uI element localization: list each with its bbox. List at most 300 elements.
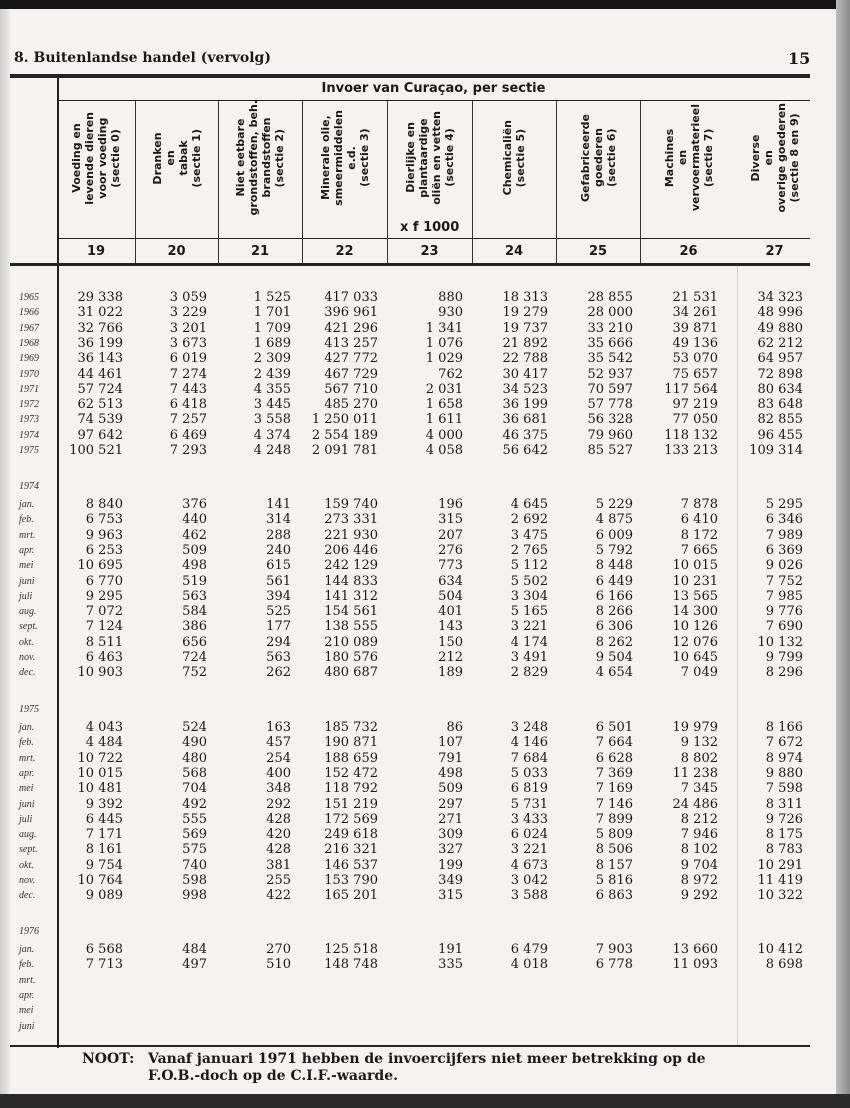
table-cell: 7 443	[169, 381, 207, 397]
table-cell: 704	[182, 781, 207, 797]
table-cell: 80 634	[757, 381, 803, 397]
table-cell: 467 729	[324, 366, 378, 382]
table-cell: 75 657	[672, 366, 718, 382]
table-cell: 8 698	[765, 957, 803, 973]
table-cell: 8 161	[85, 842, 123, 858]
table-cell: 1 701	[253, 305, 291, 321]
table-cell: 2 554 189	[311, 427, 378, 443]
column-header-line: goederen	[591, 128, 605, 188]
column-divider	[387, 101, 388, 263]
row-label: juli	[19, 813, 33, 825]
table-cell: 2 692	[510, 512, 548, 528]
table-cell: 598	[182, 873, 207, 888]
table-cell: 3 229	[169, 305, 207, 321]
table-cell: 335	[438, 957, 463, 973]
table-cell: 7 369	[595, 765, 633, 781]
row-label: 1966	[19, 307, 39, 319]
column-header-label	[404, 111, 456, 205]
table-cell: 242 129	[324, 558, 378, 574]
table-cell: 485 270	[324, 397, 378, 413]
table-cell: 4 043	[85, 720, 123, 735]
column-divider	[135, 101, 136, 263]
table-cell: 3 588	[510, 888, 548, 904]
table-cell: 9 392	[85, 796, 123, 812]
table-cell: 185 732	[324, 720, 378, 735]
column-number: 20	[167, 244, 186, 259]
table-cell: 240	[266, 542, 291, 558]
table-cell: 7 713	[85, 957, 123, 973]
table-cell: 6 770	[85, 573, 123, 589]
table-cell: 3 491	[510, 650, 548, 665]
table-cell: 6 753	[85, 512, 123, 528]
table-cell: 7 684	[510, 750, 548, 766]
table-cell: 10 322	[757, 888, 803, 904]
table-cell: 5 165	[510, 604, 548, 620]
table-cell: 64 957	[757, 351, 803, 367]
table-cell: 413 257	[324, 335, 378, 351]
table-cell: 3 475	[510, 527, 548, 543]
column-divider	[218, 101, 219, 263]
table-cell: 141 312	[324, 588, 378, 604]
table-cell: 138 555	[324, 619, 378, 635]
table-cell: 5 816	[595, 873, 633, 888]
table-cell: 12 076	[672, 634, 718, 650]
table-cell: 36 199	[502, 397, 548, 413]
column-divider	[472, 101, 473, 263]
table-cell: 6 449	[595, 573, 633, 589]
row-label: okt.	[19, 859, 34, 871]
table-cell: 5 809	[595, 827, 633, 843]
table-cell: 8 802	[680, 750, 718, 766]
table-cell: 273 331	[324, 512, 378, 528]
table-cell: 1 076	[425, 335, 463, 351]
table-cell: 9 132	[680, 735, 718, 751]
column-header-line: Dierlijke en	[403, 122, 417, 194]
table-cell: 567 710	[324, 381, 378, 397]
table-cell: 199	[438, 857, 463, 873]
row-label: 1969	[19, 353, 39, 365]
table-cell: 180 576	[324, 650, 378, 665]
table-cell: 8 506	[595, 842, 633, 858]
table-cell: 56 328	[587, 412, 633, 428]
table-cell: 9 776	[765, 604, 803, 620]
table-cell: 480	[182, 750, 207, 766]
table-cell: 52 937	[587, 366, 633, 382]
table-cell: 498	[182, 558, 207, 574]
table-cell: 2 439	[253, 366, 291, 382]
table-cell: 4 248	[253, 443, 291, 458]
header-bottom-rule	[10, 263, 810, 266]
table-cell: 5 295	[765, 497, 803, 512]
table-cell: 421 296	[324, 320, 378, 336]
table-cell: 525	[266, 604, 291, 620]
table-cell: 79 960	[587, 427, 633, 443]
table-cell: 9 292	[680, 888, 718, 904]
table-cell: 57 778	[587, 397, 633, 413]
table-cell: 33 210	[587, 320, 633, 336]
table-cell: 1 525	[253, 290, 291, 305]
table-cell: 10 126	[672, 619, 718, 635]
table-cell: 6 019	[169, 351, 207, 367]
table-cell: 11 238	[672, 765, 718, 781]
table-cell: 44 461	[77, 366, 123, 382]
table-cell: 97 642	[77, 427, 123, 443]
table-cell: 172 569	[324, 811, 378, 827]
table-cell: 151 219	[324, 796, 378, 812]
table-cell: 297	[438, 796, 463, 812]
table-cell: 4 174	[510, 634, 548, 650]
column-header	[135, 102, 218, 214]
table-cell: 62 212	[757, 335, 803, 351]
table-cell: 9 754	[85, 857, 123, 873]
table-cell: 4 355	[253, 381, 291, 397]
column-header-label	[749, 103, 801, 213]
table-cell: 163	[266, 720, 291, 735]
table-cell: 8 262	[595, 634, 633, 650]
table-cell: 9 026	[765, 558, 803, 574]
table-cell: 148 748	[324, 957, 378, 973]
table-cell: 440	[182, 512, 207, 528]
column-header-line: (sectie 5)	[514, 128, 527, 188]
table-cell: 428	[266, 842, 291, 858]
table-cell: 292	[266, 796, 291, 812]
table-cell: 5 731	[510, 796, 548, 812]
column-header-line: (sectie 0)	[109, 128, 122, 188]
column-header-line: Machines	[662, 128, 676, 188]
table-cell: 212	[438, 650, 463, 665]
column-header-line: (sectie 6)	[604, 128, 618, 188]
table-cell: 9 089	[85, 888, 123, 904]
table-cell: 8 840	[85, 497, 123, 512]
table-cell: 315	[438, 512, 463, 528]
table-cell: 8 511	[85, 634, 123, 650]
table-cell: 6 418	[169, 397, 207, 413]
group-year-label: 1974	[19, 481, 39, 492]
divider	[57, 238, 810, 239]
table-bottom-rule	[10, 1045, 810, 1047]
table-cell: 11 419	[757, 873, 803, 888]
table-cell: 276	[438, 542, 463, 558]
column-number: 23	[420, 244, 439, 259]
column-header-line: Dranken	[150, 131, 164, 185]
column-divider	[640, 101, 641, 263]
table-cell: 49 136	[672, 335, 718, 351]
column-header	[218, 102, 302, 214]
table-cell: 3 433	[510, 811, 548, 827]
table-cell: 13 565	[672, 588, 718, 604]
column-header-line: Niet eetbare	[234, 119, 247, 197]
table-cell: 524	[182, 720, 207, 735]
column-header-line: grondstoffen, beh.	[247, 100, 260, 216]
table-cell: 480 687	[324, 665, 378, 681]
column-number: 25	[588, 244, 608, 259]
table-cell: 3 042	[510, 873, 548, 888]
table-cell: 7 899	[595, 811, 633, 827]
table-cell: 7 146	[595, 796, 633, 812]
table-cell: 8 974	[765, 750, 803, 766]
column-divider	[302, 101, 303, 263]
table-cell: 6 410	[680, 512, 718, 528]
table-cell: 6 306	[595, 619, 633, 635]
row-label: 1970	[19, 368, 39, 380]
table-cell: 5 033	[510, 765, 548, 781]
table-cell: 35 666	[587, 335, 633, 351]
table-cell: 6 166	[595, 588, 633, 604]
table-cell: 4 673	[510, 857, 548, 873]
table-cell: 634	[438, 573, 463, 589]
row-label: 1968	[19, 337, 39, 349]
table-cell: 880	[438, 290, 463, 305]
table-cell: 249 618	[324, 827, 378, 843]
table-cell: 13 660	[672, 942, 718, 957]
column-header	[302, 102, 387, 214]
column-header	[57, 102, 135, 214]
table-cell: 1 250 011	[311, 412, 378, 428]
table-cell: 492	[182, 796, 207, 812]
column-header-line: Chemicaliën	[501, 120, 514, 196]
table-cell: 8 972	[680, 873, 718, 888]
table-cell: 14 300	[672, 604, 718, 620]
table-cell: 490	[182, 735, 207, 751]
table-cell: 46 375	[502, 427, 548, 443]
table-cell: 1 611	[425, 412, 463, 428]
table-cell: 6 024	[510, 827, 548, 843]
column-header-label	[663, 104, 715, 211]
table-cell: 100 521	[69, 443, 123, 458]
table-cell: 36 681	[502, 412, 548, 428]
row-label: jan.	[19, 499, 35, 510]
table-cell: 70 597	[587, 381, 633, 397]
table-cell: 9 963	[85, 527, 123, 543]
table-cell: 10 903	[77, 665, 123, 681]
table-cell: 6 445	[85, 811, 123, 827]
row-label: apr.	[19, 767, 35, 779]
table-cell: 4 484	[85, 735, 123, 751]
divider	[57, 100, 810, 101]
column-header-line: en	[675, 150, 689, 166]
table-cell: 9 799	[765, 650, 803, 665]
table-cell: 462	[182, 527, 207, 543]
row-label: sept.	[19, 621, 38, 633]
table-cell: 315	[438, 888, 463, 904]
table-cell: 24 486	[672, 796, 718, 812]
column-header-line: (sectie 8 en 9)	[787, 113, 801, 203]
table-cell: 154 561	[324, 604, 378, 620]
table-cell: 8 175	[765, 827, 803, 843]
column-header	[472, 102, 556, 214]
column-header	[640, 102, 737, 214]
table-cell: 314	[266, 512, 291, 528]
table-cell: 28 855	[587, 290, 633, 305]
table-cell: 7 665	[680, 542, 718, 558]
table-cell: 1 029	[425, 351, 463, 367]
table-cell: 7 878	[680, 497, 718, 512]
column-header-line: Diverse	[748, 134, 762, 182]
table-cell: 3 201	[169, 320, 207, 336]
column-number: 19	[86, 244, 106, 259]
table-cell: 83 648	[757, 397, 803, 413]
table-cell: 10 412	[757, 942, 803, 957]
table-cell: 8 166	[765, 720, 803, 735]
page-number: 15	[788, 49, 811, 68]
table-cell: 428	[266, 811, 291, 827]
table-cell: 509	[438, 781, 463, 797]
row-label: feb.	[19, 514, 34, 526]
table-cell: 10 645	[672, 650, 718, 665]
table-cell: 457	[266, 735, 291, 751]
table-cell: 1 658	[425, 397, 463, 413]
table-cell: 7 598	[765, 781, 803, 797]
table-cell: 561	[266, 573, 291, 589]
footnote-line-1: Vanaf januari 1971 hebben de invoercijfers niet meer betrekking op de	[148, 1051, 706, 1067]
table-cell: 10 695	[77, 558, 123, 574]
table-cell: 4 654	[595, 665, 633, 681]
row-label: juli	[19, 590, 33, 602]
table-cell: 53 070	[672, 351, 718, 367]
table-cell: 498	[438, 765, 463, 781]
table-cell: 2 765	[510, 542, 548, 558]
table-cell: 348	[266, 781, 291, 797]
table-title: Invoer van Curaçao, per sectie	[321, 81, 546, 96]
table-cell: 401	[438, 604, 463, 620]
table-cell: 563	[182, 588, 207, 604]
table-cell: 724	[182, 650, 207, 665]
column-number: 26	[679, 244, 698, 259]
column-header-label	[319, 110, 371, 206]
table-cell: 10 764	[77, 873, 123, 888]
table-cell: 11 093	[672, 957, 718, 973]
table-cell: 8 212	[680, 811, 718, 827]
table-cell: 96 455	[757, 427, 803, 443]
column-header	[737, 102, 812, 214]
table-cell: 77 050	[672, 412, 718, 428]
scan-bottom-edge	[0, 1094, 850, 1108]
row-label: dec.	[19, 890, 36, 902]
table-cell: 191	[438, 942, 463, 957]
table-cell: 504	[438, 588, 463, 604]
table-cell: 34 323	[757, 290, 803, 305]
column-header-label	[234, 100, 286, 215]
table-cell: 153 790	[324, 873, 378, 888]
table-cell: 386	[182, 619, 207, 635]
table-cell: 400	[266, 765, 291, 781]
table-cell: 8 296	[765, 665, 803, 681]
row-label: mei	[19, 560, 34, 572]
column-header-label	[501, 120, 527, 195]
column-number: 24	[504, 244, 524, 259]
row-label: nov.	[19, 652, 36, 663]
row-label: juni	[19, 1020, 35, 1032]
book-spine-edge	[836, 0, 850, 1108]
footnote-line-2: F.O.B.-doch op de C.I.F.-waarde.	[148, 1068, 398, 1084]
table-cell: 484	[182, 942, 207, 957]
table-cell: 10 132	[757, 634, 803, 650]
table-cell: 6 253	[85, 542, 123, 558]
table-cell: 327	[438, 842, 463, 858]
table-cell: 34 523	[502, 381, 548, 397]
table-cell: 9 880	[765, 765, 803, 781]
table-cell: 6 346	[765, 512, 803, 528]
table-cell: 36 143	[77, 351, 123, 367]
table-cell: 4 018	[510, 957, 548, 973]
table-cell: 210 089	[324, 634, 378, 650]
table-cell: 36 199	[77, 335, 123, 351]
table-cell: 141	[266, 497, 291, 512]
table-cell: 35 542	[587, 351, 633, 367]
table-cell: 7 072	[85, 604, 123, 620]
table-cell: 19 737	[502, 320, 548, 336]
column-header-line: oliën en vetten	[429, 111, 443, 205]
table-cell: 3 445	[253, 397, 291, 413]
table-cell: 133 213	[664, 443, 718, 458]
table-cell: 8 157	[595, 857, 633, 873]
column-divider	[556, 101, 557, 263]
table-cell: 7 903	[595, 942, 633, 957]
table-cell: 615	[266, 558, 291, 574]
table-cell: 6 479	[510, 942, 548, 957]
column-header	[556, 102, 640, 214]
table-cell: 7 664	[595, 735, 633, 751]
table-cell: 497	[182, 957, 207, 973]
row-label: nov.	[19, 875, 36, 886]
table-cell: 159 740	[324, 497, 378, 512]
table-cell: 7 946	[680, 827, 718, 843]
table-cell: 9 704	[680, 857, 718, 873]
table-cell: 4 058	[425, 443, 463, 458]
table-cell: 165 201	[324, 888, 378, 904]
table-cell: 85 527	[587, 443, 633, 458]
column-header-line: tabak	[176, 140, 190, 176]
row-label: jan.	[19, 722, 35, 733]
table-cell: 21 892	[502, 335, 548, 351]
table-cell: 8 311	[765, 796, 803, 812]
column-number: 22	[335, 244, 354, 259]
table-cell: 7 293	[169, 443, 207, 458]
row-label: 1971	[19, 383, 39, 395]
table-cell: 420	[266, 827, 291, 843]
table-cell: 10 481	[77, 781, 123, 797]
table-cell: 9 504	[595, 650, 633, 665]
table-cell: 7 257	[169, 412, 207, 428]
table-cell: 57 724	[77, 381, 123, 397]
table-cell: 584	[182, 604, 207, 620]
table-cell: 8 102	[680, 842, 718, 858]
table-cell: 188 659	[324, 750, 378, 766]
table-cell: 125 518	[324, 942, 378, 957]
table-cell: 6 819	[510, 781, 548, 797]
table-cell: 309	[438, 827, 463, 843]
table-cell: 791	[438, 750, 463, 766]
table-cell: 5 112	[510, 558, 548, 574]
table-cell: 4 000	[425, 427, 463, 443]
table-cell: 8 266	[595, 604, 633, 620]
row-label: apr.	[19, 544, 35, 556]
table-cell: 8 448	[595, 558, 633, 574]
table-cell: 48 996	[757, 305, 803, 321]
table-cell: 190 871	[324, 735, 378, 751]
table-cell: 510	[266, 957, 291, 973]
table-cell: 271	[438, 811, 463, 827]
table-cell: 152 472	[324, 765, 378, 781]
table-cell: 74 539	[77, 412, 123, 428]
table-cell: 19 279	[502, 305, 548, 321]
table-cell: 22 788	[502, 351, 548, 367]
table-cell: 19 979	[672, 720, 718, 735]
table-cell: 394	[266, 588, 291, 604]
column-header-label	[70, 112, 122, 205]
table-cell: 288	[266, 527, 291, 543]
table-cell: 262	[266, 665, 291, 681]
